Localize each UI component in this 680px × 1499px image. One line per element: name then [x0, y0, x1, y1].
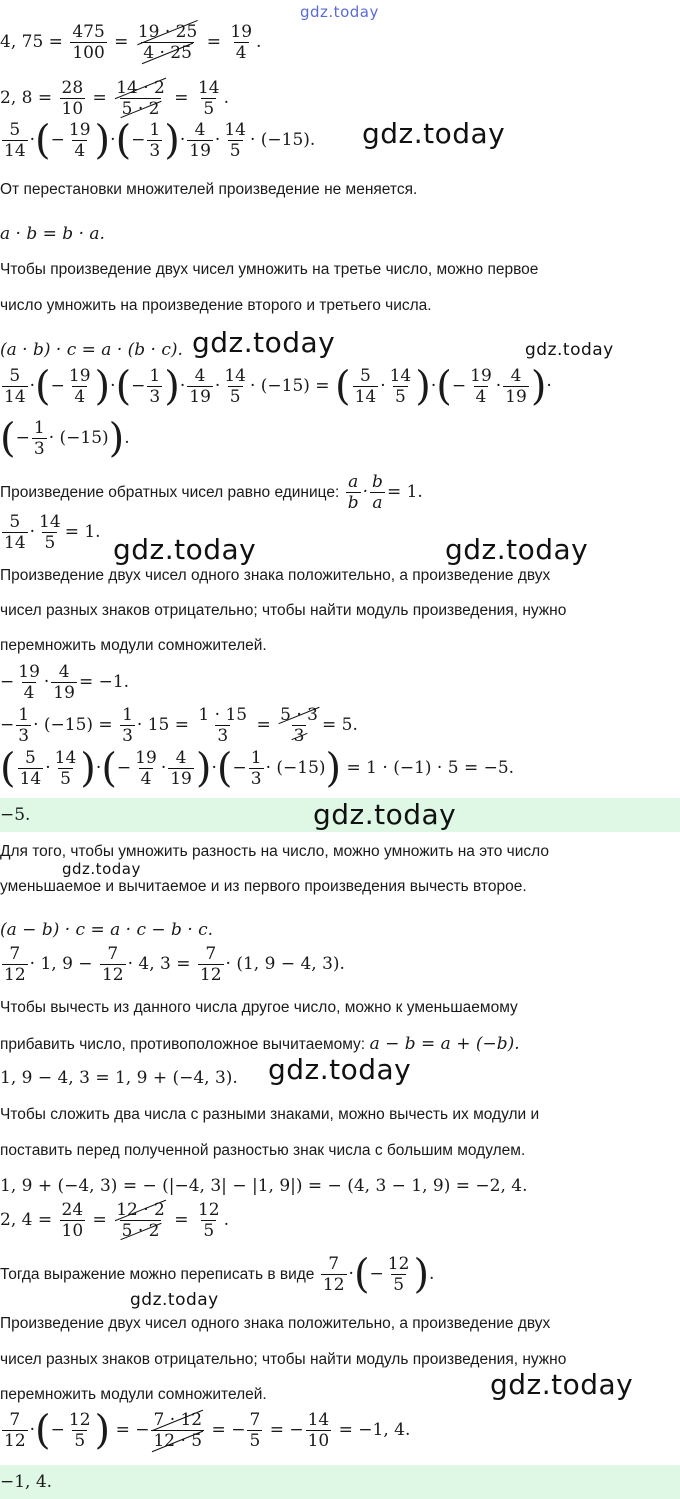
equation-line: $\frac{5}{14}$ · $\frac{14}{5}$ = 1. — [4, 512, 101, 553]
denominator: 100 — [72, 43, 105, 63]
denominator: 4 — [235, 43, 247, 63]
numerator: 7 — [9, 1410, 21, 1430]
paren: ( — [35, 117, 51, 164]
paren: ( — [353, 1251, 370, 1298]
denominator: 5 — [44, 533, 56, 553]
paragraph: уменьшаемое и вычитаемое и из первого произведения вычесть второе. — [0, 878, 527, 895]
paren: ) — [108, 415, 125, 462]
math-text: = — [174, 1210, 189, 1230]
numerator: 4 — [510, 366, 522, 386]
fraction — [168, 748, 194, 789]
math-text: = — [92, 1210, 107, 1230]
paren: ) — [530, 363, 547, 410]
fraction — [16, 705, 31, 746]
math-text: (−15) — [59, 428, 109, 448]
math-text: = 5. — [322, 715, 358, 735]
fraction — [60, 1200, 86, 1241]
paren: ) — [94, 117, 111, 164]
fraction — [136, 22, 199, 63]
paragraph: перемножить модули сомножителей. — [0, 1386, 267, 1403]
paragraph: Произведение двух чисел одного знака положительно, а произведение двух — [0, 567, 551, 584]
numerator: 14 — [224, 120, 246, 140]
answer-highlight-2 — [0, 1465, 680, 1499]
fraction — [222, 366, 248, 407]
denominator: 19 — [189, 141, 211, 161]
numerator: 5 — [9, 120, 21, 140]
numerator: 19 — [68, 366, 91, 386]
denominator: 12 — [199, 965, 222, 985]
math-text: · (1, 9 − 4, 3). — [225, 954, 345, 974]
math-text: 4, 75 = — [0, 32, 63, 52]
denominator: 14 — [354, 387, 377, 407]
fraction — [187, 366, 213, 407]
fraction — [196, 78, 222, 119]
paragraph: чисел разных знаков отрицательно; чтобы найти модуль произведения, нужно — [0, 1351, 567, 1368]
denominator: 10 — [61, 1221, 84, 1241]
numerator: 7 — [9, 944, 21, 964]
fraction — [370, 472, 385, 513]
math-text: = — [115, 1420, 130, 1440]
formula: a − b = a + (−b). — [369, 1034, 520, 1054]
numerator: 7 · 12 — [153, 1410, 203, 1430]
paragraph: прибавить число, противоположное вычитаемому: — [0, 1036, 366, 1053]
fraction — [100, 944, 126, 985]
fraction — [2, 366, 28, 407]
denominator: 19 — [505, 387, 527, 407]
denominator: 12 — [4, 1431, 26, 1451]
denominator: 3 — [149, 141, 161, 161]
denominator: 14 — [4, 141, 26, 161]
math-text: (−15) — [276, 758, 326, 778]
denominator: 5 — [229, 141, 241, 161]
paren: ( — [115, 117, 132, 164]
math-text: = — [92, 88, 107, 108]
numerator: 4 — [194, 120, 206, 140]
text-line — [0, 472, 423, 513]
math-text: 2, 8 = — [0, 88, 53, 108]
numerator: 12 — [197, 1200, 220, 1220]
math-text: = 1. — [386, 482, 423, 502]
paren: ) — [94, 1407, 111, 1454]
math-text: = 1 · (−1) · 5 = −5. — [346, 758, 515, 778]
math-text: · (−15) = — [33, 715, 113, 735]
fraction — [468, 366, 494, 407]
paren: ( — [334, 363, 351, 410]
equation-line — [0, 22, 261, 63]
fraction — [503, 366, 529, 407]
equation-line: − $\frac{1}{3}$ · (−15) = $\frac{1}{3}$ · 15 = $\frac{1 \cdot 15}{3}$ = $\frac{5 \cdot 3}{3}$ = 5. — [0, 705, 358, 746]
fraction — [53, 748, 79, 789]
formula: 1, 9 − 4, 3 = 1, 9 + (−4, 3). — [0, 1068, 238, 1088]
paragraph: число умножить на произведение второго и третьего числа. — [0, 297, 432, 314]
watermark: gdz.today — [445, 533, 589, 566]
denominator: 5 · 2 — [121, 1221, 160, 1241]
math-text: . — [223, 1210, 229, 1230]
fraction — [67, 1410, 93, 1451]
fraction — [196, 1200, 222, 1241]
watermark: gdz.today — [313, 798, 457, 831]
denominator: 12 · 5 — [153, 1431, 203, 1451]
denominator: 12 — [101, 965, 124, 985]
fraction — [32, 418, 47, 459]
equation-line: $\frac{7}{12}$ ·(− $\frac{12}{5}$ ) = − $\frac{7 \cdot 12}{12 \cdot 5}$ = − $\frac{7}{5}$ = − $\frac{14}{10}$ = −1, 4. — [4, 1407, 411, 1454]
fraction — [37, 512, 63, 553]
math-text: = − — [211, 1420, 246, 1440]
numerator: 7 — [249, 1410, 261, 1430]
equation-line — [0, 944, 345, 985]
formula: (a − b) · c = a · c − b · c. — [0, 920, 214, 940]
paragraph: Произведение обратных чисел равно единице: — [0, 484, 340, 501]
numerator: 12 — [387, 1254, 410, 1274]
text-line — [0, 1034, 520, 1054]
fraction — [198, 944, 224, 985]
denominator: 10 — [61, 99, 84, 119]
denominator: 4 — [140, 769, 152, 789]
formula: $\frac{a}{b}$ · $\frac{b}{a}$ = 1. — [347, 472, 423, 513]
answer-value: −5. — [0, 805, 31, 825]
fraction — [114, 78, 167, 119]
denominator: 10 — [307, 1431, 330, 1451]
numerator: 4 — [175, 748, 187, 768]
denominator: 3 — [18, 726, 30, 746]
equation-line — [0, 78, 229, 119]
denominator: 4 — [23, 683, 35, 703]
math-text: = −1. — [78, 672, 130, 692]
numerator: 1 — [250, 748, 262, 768]
paren: ) — [195, 745, 212, 792]
denominator: 14 — [4, 387, 26, 407]
paragraph: Тогда выражение можно переписать в виде — [0, 1266, 315, 1283]
denominator: 14 — [4, 533, 26, 553]
denominator: 5 — [393, 1275, 405, 1295]
fraction — [67, 120, 93, 161]
numerator: 4 — [194, 366, 206, 386]
watermark: gdz.today — [62, 860, 141, 878]
fraction — [247, 1410, 262, 1451]
denominator: 4 · 25 — [143, 43, 192, 63]
equation-line: (− $\frac{1}{3}$ · (−15)). — [0, 415, 130, 462]
paren: ( — [0, 745, 16, 792]
numerator: 1 — [33, 418, 45, 438]
fraction — [16, 662, 42, 703]
math-text: · (−15). — [249, 130, 316, 150]
formula: $\frac{7}{12}$ ·(− $\frac{12}{5}$ ). — [322, 1251, 435, 1298]
denominator: 4 — [74, 141, 86, 161]
fraction — [67, 366, 93, 407]
numerator: 1 — [18, 705, 30, 725]
numerator: 1 — [122, 705, 133, 725]
denominator: b — [347, 493, 359, 513]
numerator: 14 — [389, 366, 412, 386]
numerator: 14 — [197, 78, 220, 98]
fraction — [249, 748, 264, 789]
math-text: . — [223, 88, 229, 108]
fraction — [228, 22, 254, 63]
fraction — [196, 705, 249, 746]
denominator: 3 — [149, 387, 161, 407]
fraction — [222, 120, 248, 161]
denominator: 5 — [203, 1221, 215, 1241]
paren: ( — [216, 745, 233, 792]
numerator: b — [372, 472, 383, 492]
math-text: = 1. — [64, 522, 101, 542]
denominator: 5 · 2 — [121, 99, 160, 119]
numerator: 7 — [205, 944, 217, 964]
paren: ( — [0, 415, 16, 462]
fraction — [2, 944, 28, 985]
numerator: 5 — [359, 366, 371, 386]
denominator: 5 — [395, 387, 406, 407]
fraction — [278, 705, 320, 746]
paren: ( — [436, 363, 452, 410]
fraction — [133, 748, 159, 789]
equation-line — [0, 1200, 229, 1241]
denominator: 3 — [122, 726, 133, 746]
denominator: 5 — [249, 1431, 261, 1451]
paren: ) — [164, 117, 180, 164]
numerator: 5 — [25, 748, 36, 768]
denominator: 19 — [189, 387, 211, 407]
paren: ( — [35, 1407, 51, 1454]
equation-line: ( $\frac{5}{14}$ · $\frac{14}{5}$ )·(− $\frac{19}{4}$ · $\frac{4}{19}$ )·(− $\frac{1}{3}$ · (−15)) = 1 · (−1) · 5 = −5. — [0, 745, 515, 792]
formula: 1, 9 + (−4, 3) = − (|−4, 3| − |1, 9|) = − (4, 3 − 1, 9) = −2, 4. — [0, 1176, 528, 1196]
paren: ) — [164, 363, 180, 410]
paren: ) — [94, 363, 111, 410]
watermark: gdz.today — [490, 1368, 634, 1401]
fraction — [114, 1200, 167, 1241]
numerator: 1 · 15 — [198, 705, 248, 725]
paragraph: Чтобы вычесть из данного числа другое число, можно к уменьшаемому — [0, 999, 518, 1016]
denominator: 14 — [19, 769, 42, 789]
numerator: 19 — [470, 366, 492, 386]
numerator: a — [348, 472, 359, 492]
numerator: 1 — [149, 120, 161, 140]
watermark: gdz.today — [300, 3, 379, 21]
math-text: 2, 4 = — [0, 1210, 53, 1230]
fraction — [388, 366, 414, 407]
watermark: gdz.today — [362, 117, 506, 150]
paren: ( — [115, 363, 132, 410]
answer-value: −1, 4. — [0, 1472, 53, 1492]
fraction — [187, 120, 213, 161]
denominator: 3 — [293, 726, 305, 746]
numerator: 12 — [68, 1410, 91, 1430]
numerator: 5 · 3 — [280, 705, 318, 725]
math-text: = −1, 4. — [338, 1420, 411, 1440]
numerator: 14 — [307, 1410, 330, 1430]
fraction — [321, 1254, 347, 1295]
paren: ) — [415, 363, 431, 410]
numerator: 14 — [224, 366, 246, 386]
numerator: 4 — [58, 662, 70, 682]
numerator: 14 — [54, 748, 77, 768]
denominator: a — [372, 493, 383, 513]
numerator: 7 — [107, 944, 119, 964]
numerator: 19 — [135, 748, 157, 768]
fraction — [120, 705, 135, 746]
numerator: 19 — [230, 22, 253, 42]
paragraph: Произведение двух чисел одного знака положительно, а произведение двух — [0, 1315, 551, 1332]
equation-line: − $\frac{19}{4}$ · $\frac{4}{19}$ = −1. — [0, 662, 130, 703]
numerator: 14 · 2 — [116, 78, 165, 98]
numerator: 475 — [72, 22, 105, 42]
fraction — [2, 120, 28, 161]
numerator: 1 — [149, 366, 161, 386]
numerator: 5 — [9, 512, 21, 532]
numerator: 5 — [9, 366, 21, 386]
denominator: 12 — [322, 1275, 345, 1295]
math-text: · 4, 3 = — [127, 954, 191, 974]
equation-line: $\frac{5}{14}$ ·(− $\frac{19}{4}$ )·(− $\frac{1}{3}$ )· $\frac{4}{19}$ · $\frac{14}{5}$ · (−15) = ( $\frac{5}{14}$ · $\frac{14}{5}$ )·(− $\frac{19}{4}$ · $\frac{4}{19}$ )· — [4, 363, 552, 410]
formula: (a · b) · c = a · (b · c). — [0, 340, 183, 360]
denominator: 4 — [74, 387, 86, 407]
numerator: 24 — [61, 1200, 84, 1220]
numerator: 19 — [68, 120, 91, 140]
paragraph: Чтобы произведение двух чисел умножить на третье число, можно первое — [0, 261, 539, 278]
fraction — [147, 366, 162, 407]
paragraph: От перестановки множителей произведение не меняется. — [0, 181, 418, 198]
equation-line: $\frac{5}{14}$ ·(− $\frac{19}{4}$ )·(− $\frac{1}{3}$ )· $\frac{4}{19}$ · $\frac{14}{5}$ · (−15). — [4, 117, 316, 164]
numerator: 19 · 25 — [137, 22, 198, 42]
denominator: 19 — [170, 769, 192, 789]
watermark: gdz.today — [525, 340, 614, 360]
denominator: 5 — [203, 99, 215, 119]
math-text: = − — [269, 1420, 304, 1440]
math-text: = — [174, 88, 189, 108]
watermark: gdz.today — [192, 326, 336, 359]
paren: ) — [413, 1251, 430, 1298]
fraction — [346, 472, 361, 513]
watermark: gdz.today — [130, 1290, 219, 1310]
paren: ) — [325, 745, 342, 792]
numerator: 7 — [328, 1254, 340, 1274]
denominator: 19 — [53, 683, 75, 703]
fraction — [70, 22, 106, 63]
math-text: · 15 = — [136, 715, 190, 735]
paragraph: поставить перед полученной разностью знак числа с большим модулем. — [0, 1142, 526, 1159]
paragraph: Чтобы сложить два числа с разными знаками, можно вычесть их модули и — [0, 1106, 540, 1123]
fraction — [353, 366, 379, 407]
fraction — [147, 120, 162, 161]
fraction — [18, 748, 44, 789]
paren: ( — [35, 363, 51, 410]
denominator: 3 — [250, 769, 262, 789]
paragraph: Для того, чтобы умножить разность на число, можно умножить на это число — [0, 843, 549, 860]
fraction — [151, 1410, 204, 1451]
paren: ( — [101, 745, 117, 792]
formula: a · b = b · a. — [0, 224, 105, 244]
denominator: 3 — [33, 439, 45, 459]
math-text: · 1, 9 − — [29, 954, 93, 974]
denominator: 5 — [60, 769, 71, 789]
numerator: 28 — [61, 78, 84, 98]
watermark: gdz.today — [113, 533, 257, 566]
watermark: gdz.today — [268, 1053, 412, 1086]
text-line — [0, 1251, 435, 1298]
denominator: 5 — [74, 1431, 86, 1451]
fraction — [51, 662, 77, 703]
numerator: 12 · 2 — [116, 1200, 165, 1220]
fraction — [386, 1254, 412, 1295]
denominator: 12 — [4, 965, 26, 985]
fraction — [2, 1410, 28, 1451]
fraction — [306, 1410, 332, 1451]
paragraph: перемножить модули сомножителей. — [0, 637, 267, 654]
numerator: 19 — [18, 662, 40, 682]
fraction — [60, 78, 86, 119]
math-text: . — [256, 32, 262, 52]
numerator: 14 — [39, 512, 61, 532]
denominator: 4 — [475, 387, 487, 407]
paren: ) — [80, 745, 96, 792]
denominator: 3 — [217, 726, 229, 746]
math-text: = — [206, 32, 221, 52]
paragraph: чисел разных знаков отрицательно; чтобы найти модуль произведения, нужно — [0, 602, 567, 619]
denominator: 5 — [229, 387, 241, 407]
fraction — [2, 512, 28, 553]
math-text: = — [114, 32, 129, 52]
